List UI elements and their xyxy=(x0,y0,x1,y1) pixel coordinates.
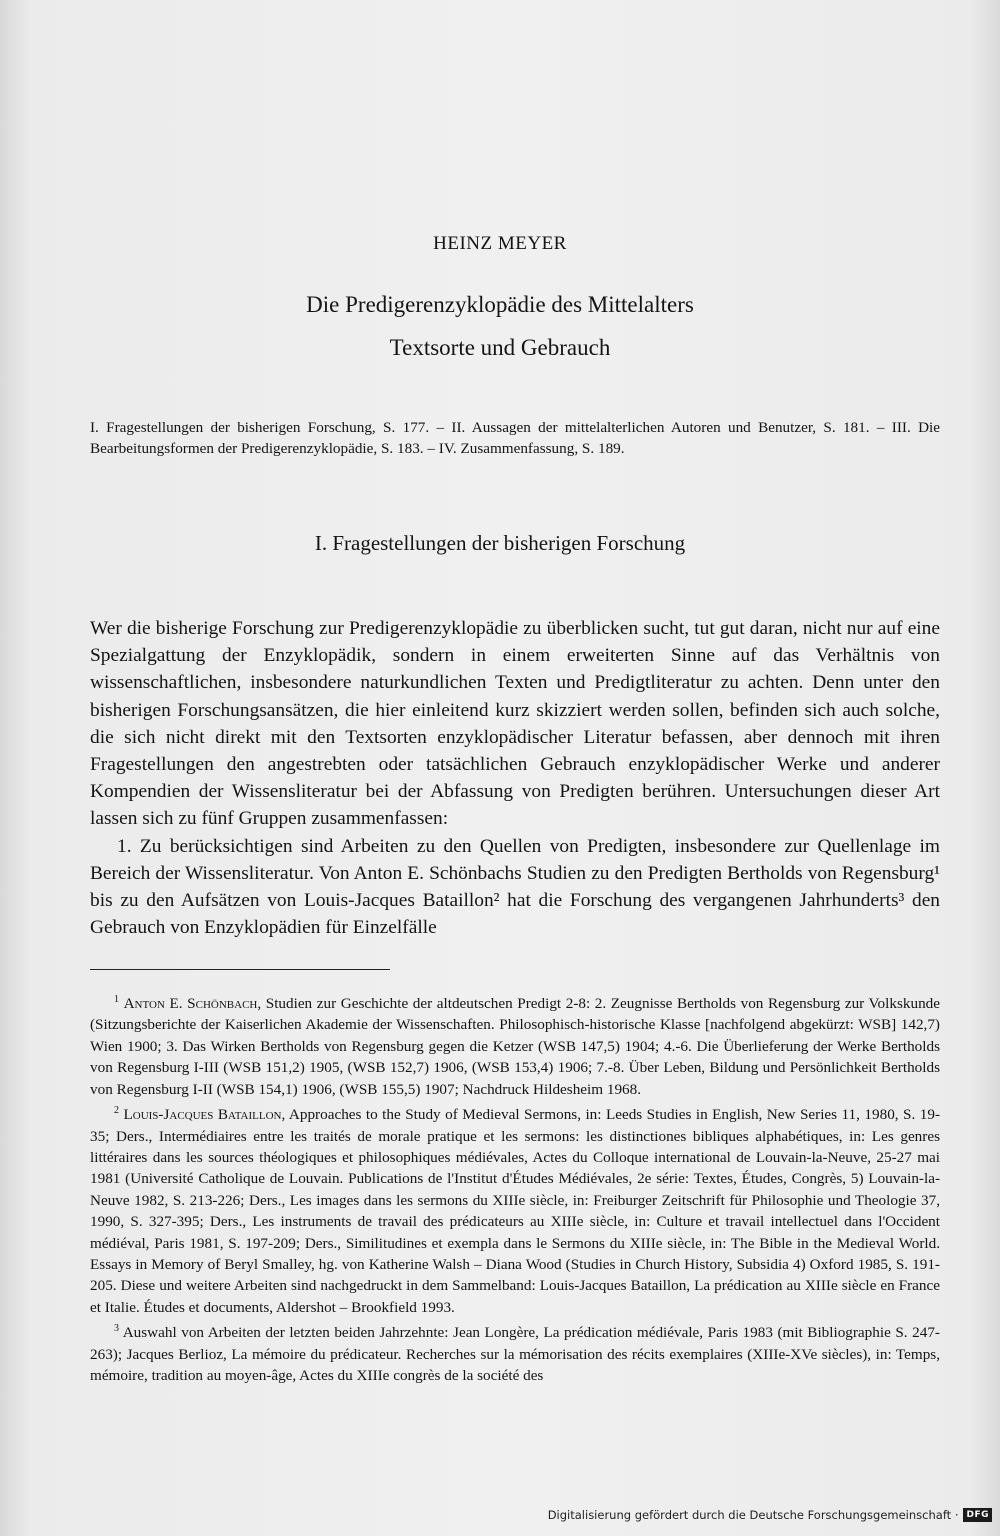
author-name: HEINZ MEYER xyxy=(433,233,567,254)
footnote-1 xyxy=(90,989,940,1100)
footer-text: Digitalisierung gefördert durch die Deutsche Forschungsgemeinschaft · xyxy=(547,1508,959,1522)
footnote-author: Anton E. Schönbach xyxy=(123,995,258,1013)
paragraph: Wer die bisherige Forschung zur Predigerenzyklopädie zu überblicken sucht, tut gut daran, nicht nur auf eine Spezialgattung der Enzyklopädik, sondern in einem erweiterten Sinne auf das Verhältnis von wissenschaftlichen, insbesondere naturkundlichen Texten und Predigtliteratur zu achten. Denn unter den bisherigen Forschungsansätzen, die hier einleitend kurz skizziert werden sollen, befinden sich auch solche, die sich nicht direkt mit den Textsorten enzyklopädischer Literatur befassen, aber dennoch mit ihren Fragestellungen den angestrebten oder tatsächlichen Gebrauch enzyklopädischer Werke und anderer Kompendien der Wissensliteratur bei der Abfassung von Predigten berühren. Untersuchungen dieser Art lassen sich zu fünf Gruppen zusammenfassen: xyxy=(90,618,940,830)
body-text xyxy=(90,615,940,941)
bleed-through-text xyxy=(80,100,970,124)
footnote-2 xyxy=(90,1100,940,1318)
footnote-number: 1 xyxy=(114,994,119,1005)
paragraph: 1. Zu berücksichtigen sind Arbeiten zu den Quellen von Predigten, insbesondere zur Quellenlage im Bereich der Wissensliteratur. Von Anton E. Schönbachs Studien zu den Predigten Bertholds von Regensburg¹ bis zu den Aufsätzen von Louis-Jacques Bataillon² hat die Forschung des vergangenen Jahrhunderts³ den Gebrauch von Enzyklopädien für Einzelfälle xyxy=(90,835,940,939)
article-subtitle: Textsorte und Gebrauch xyxy=(389,335,611,360)
footnote-number: 2 xyxy=(114,1105,119,1117)
footnote-number: 3 xyxy=(114,1323,119,1335)
dfg-logo-icon: DFG xyxy=(963,1508,992,1522)
table-of-contents: I. Fragestellungen der bisherigen Forschung, S. 177. – II. Aussagen der mittelalterlichen Autoren und Benutzer, S. 181. – III. Die Bearbeitungsformen der Predigerenzyklopädie, S. 183. – IV. Zusammenfassung, S. 189. xyxy=(90,419,940,457)
footnote-text: , Studien zur Geschichte der altdeutschen Predigt 2-8: 2. Zeugnisse Bertholds von Regensburg zur Volkskunde (Sitzungsberichte der Kaiserlichen Akademie der Wissenschaften. Philosophisch-historische Klasse [nachfolgend abgekürzt: WSB] 142,7) Wien 1900; 3. Das Wirken Bertholds von Regensburg gegen die Ketzer (WSB 147,5) 1904; 4.-6. Die Überlieferung der Werke Bertholds von Regensburg I-III (WSB 151,2) 1905, (WSB 152,7) 1906, (WSB 153,4) 1906; 7.-8. Über Leben, Bildung und Persönlichkeit Bertholds von Regensburg I-II (WSB 154,1) 1906, (WSB 155,5) 1907; Nachdruck Hildesheim 1968. xyxy=(90,995,940,1098)
digitization-footer xyxy=(548,1508,992,1522)
footnote-author: Louis-Jacques Bataillon xyxy=(123,1106,282,1124)
footnote-text: , Approaches to the Study of Medieval Sermons, in: Leeds Studies in English, New Series 11, 1980, S. 19-35; Ders., Intermédiaires entre les traités de morale pratique et les sermons: les distinctiones bibliques alphabétiques, in: Les genres littéraires dans les sources théologiques et philosophiques médiévales, Actes du Colloque international de Louvain-la-Neuve, 25-27 mai 1981 (Université Catholique de Louvain. Publications de l'Institut d'Études Médiévales, 2e série: Textes, Études, Congrès, 5) Louvain-la-Neuve 1982, S. 213-226; Ders., Les images dans les sermons du XIIIe siècle, in: Freiburger Zeitschrift für Philosophie und Theologie 37, 1990, S. 327-395; Ders., Les instruments de travail des prédicateurs au XIIIe siècle, in: Culture et travail intellectuel dans l'Occident médiéval, Paris 1981, S. 197-209; Ders., Similitudines et exempla dans le Sermons du XIIIe siècle, in: The Bible in the Medieval World. Essays in Memory of Beryl Smalley, hg. von Katherine Walsh – Diana Wood (Studies in Church History, Subsidia 4) Oxford 1985, S. 191-205. Diese und weitere Arbeiten sind nachgedruckt in dem Sammelband: Louis-Jacques Bataillon, La prédication au XIIIe siècle en France et Italie. Études et documents, Aldershot – Brookfield 1993. xyxy=(90,1106,941,1316)
footnote-text: Auswahl von Arbeiten der letzten beiden Jahrzehnte: Jean Longère, La prédication médiévale, Paris 1983 (mit Bibliographie S. 247-263); Jacques Berlioz, La mémoire du prédicateur. Recherches sur la mémorisation des récits exemplaires (XIIIe-XVe siècles), in: Temps, mémoire, tradition au moyen-âge, Actes du XIIIe congrès de la société des xyxy=(90,1324,940,1385)
footnotes xyxy=(90,989,940,1387)
section-heading: I. Fragestellungen der bisherigen Forschung xyxy=(314,531,686,555)
article-title: Die Predigerenzyklopädie des Mittelalters xyxy=(306,292,694,317)
footnote-separator xyxy=(90,969,390,970)
footnote-3 xyxy=(90,1318,940,1386)
